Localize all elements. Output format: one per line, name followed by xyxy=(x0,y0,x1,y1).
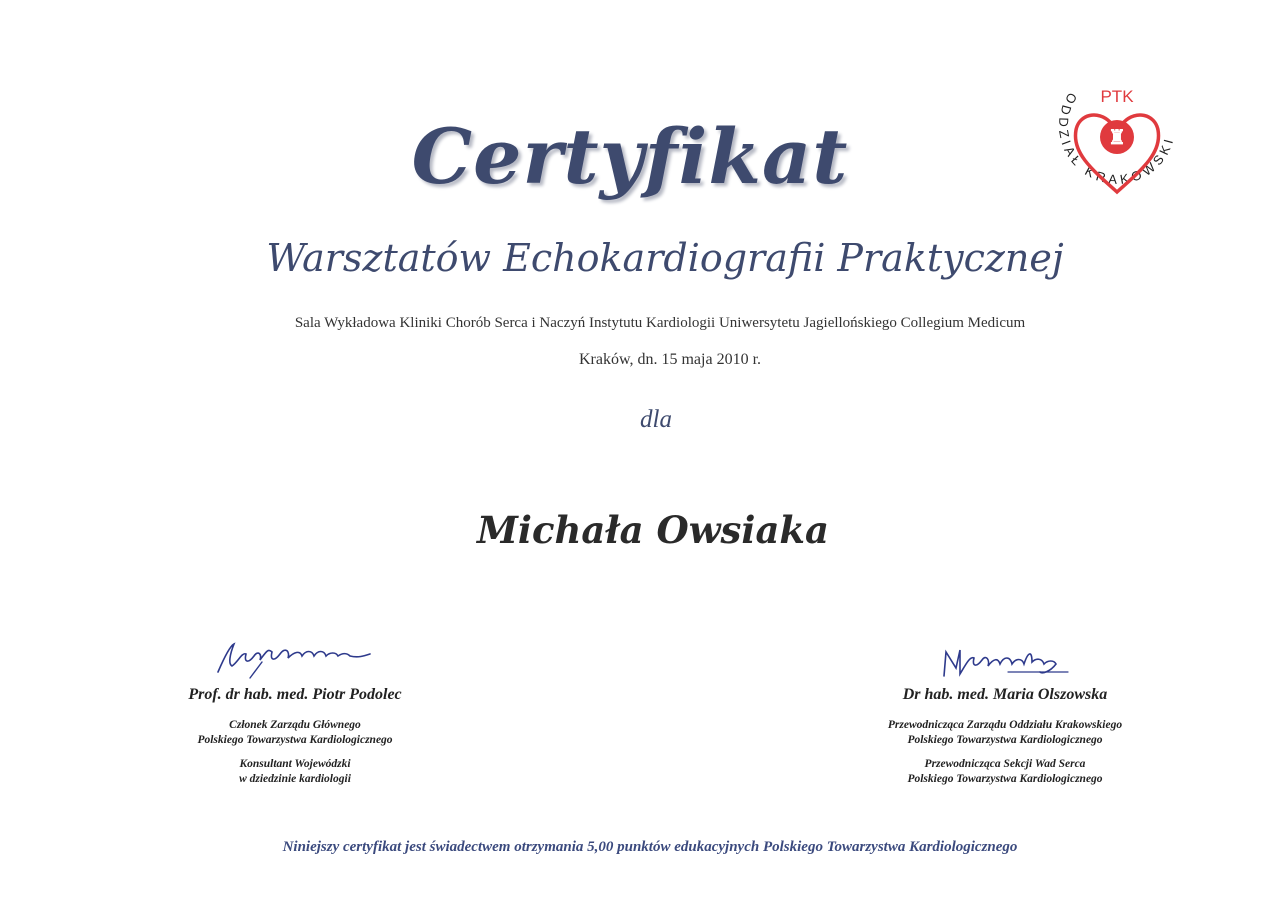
logo-ring-text: ODDZIAŁ KRAKOWSKI xyxy=(1055,90,1178,188)
recipient-name: Michała Owsiaka xyxy=(476,508,830,552)
certificate-subtitle: Warsztatów Echokardiografii Praktycznej xyxy=(266,236,1064,280)
role-line: Przewodnicząca Sekcji Wad Serca xyxy=(924,758,1086,770)
signatory-left-name: Prof. dr hab. med. Piotr Podolec xyxy=(188,686,402,703)
signatory-left xyxy=(130,632,460,787)
role-line: Członek Zarządu Głównego xyxy=(229,719,361,731)
signatory-left-role-1 xyxy=(130,718,460,748)
signatory-right-role-2 xyxy=(835,757,1175,787)
signatory-right-name: Dr hab. med. Maria Olszowska xyxy=(902,686,1108,703)
place-date-text: Kraków, dn. 15 maja 2010 r. xyxy=(578,351,762,368)
signature-right xyxy=(930,642,1080,682)
role-line: Polskiego Towarzystwa Kardiologicznego xyxy=(907,773,1103,785)
signatory-right-role-1 xyxy=(835,718,1175,748)
role-line: Przewodnicząca Zarządu Oddziału Krakowskiego xyxy=(887,719,1123,731)
footer-note: Niniejszy certyfikat jest świadectwem otrzymania 5,00 punktów edukacyjnych Polskiego Towarzystwa Kardiologicznego xyxy=(282,839,1018,855)
signatory-right xyxy=(835,642,1175,787)
role-line: Konsultant Wojewódzki xyxy=(239,758,351,770)
for-label: dla xyxy=(640,406,672,433)
role-line: Polskiego Towarzystwa Kardiologicznego xyxy=(907,734,1103,746)
signature-left xyxy=(210,632,380,682)
svg-text:♜: ♜ xyxy=(1108,127,1126,149)
logo-ptk-text: PTK xyxy=(1100,87,1134,106)
ptk-logo xyxy=(1040,80,1190,215)
role-line: w dziedzinie kardiologii xyxy=(239,773,351,785)
signatory-left-role-2 xyxy=(130,757,460,787)
certificate-title: Certyfikat xyxy=(411,112,849,201)
role-line: Polskiego Towarzystwa Kardiologicznego xyxy=(197,734,393,746)
venue-text: Sala Wykładowa Kliniki Chorób Serca i Naczyń Instytutu Kardiologii Uniwersytetu Jagiellońskiego Collegium Medicum xyxy=(294,315,1026,331)
